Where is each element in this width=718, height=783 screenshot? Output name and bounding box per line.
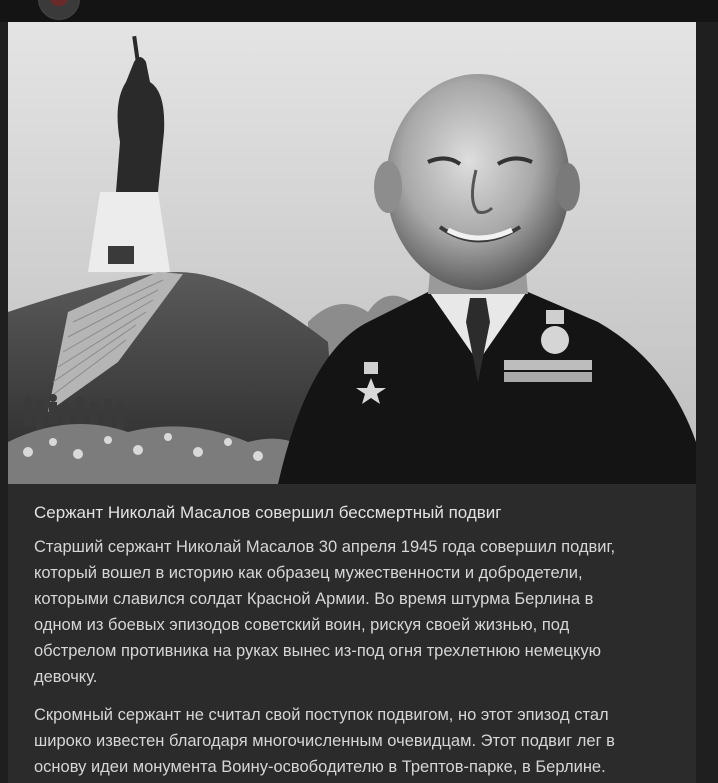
paragraph-line: основу идеи монумента Воину-освободителю в Трептов-парке, в Берлине. — [34, 758, 606, 776]
paragraph-line: девочку. — [34, 668, 98, 686]
paragraph-line: Старший сержант Николай Масалов 30 апреля 1945 года совершил подвиг, — [34, 538, 616, 556]
paragraph-line: Скромный сержант не считал свой поступок подвигом, но этот эпизод стал — [34, 706, 609, 724]
post-card — [8, 22, 696, 783]
paragraph-1 — [34, 534, 670, 690]
paragraph-2 — [34, 702, 670, 780]
post-photo[interactable] — [8, 22, 696, 484]
top-bar — [0, 0, 718, 22]
author-avatar[interactable] — [38, 0, 80, 20]
paragraph-line: обстрелом противника на руках вынес из-под огня трехлетнюю немецкую — [34, 642, 601, 660]
paragraph-line: который вошел в историю как образец мужественности и добродетели, — [34, 564, 583, 582]
photo-caption: Сержант Николай Масалов совершил бессмертный подвиг — [34, 503, 502, 522]
paragraph-line: широко известен благодаря многочисленным очевидцам. Этот подвиг лег в — [34, 732, 615, 750]
paragraph-line: одном из боевых эпизодов советский воин, рискуя своей жизнью, под — [34, 616, 570, 634]
post-text — [8, 484, 696, 780]
paragraph-line: которыми славился солдат Красной Армии. Во время штурма Берлина в — [34, 590, 594, 608]
photo-icon — [8, 22, 696, 484]
